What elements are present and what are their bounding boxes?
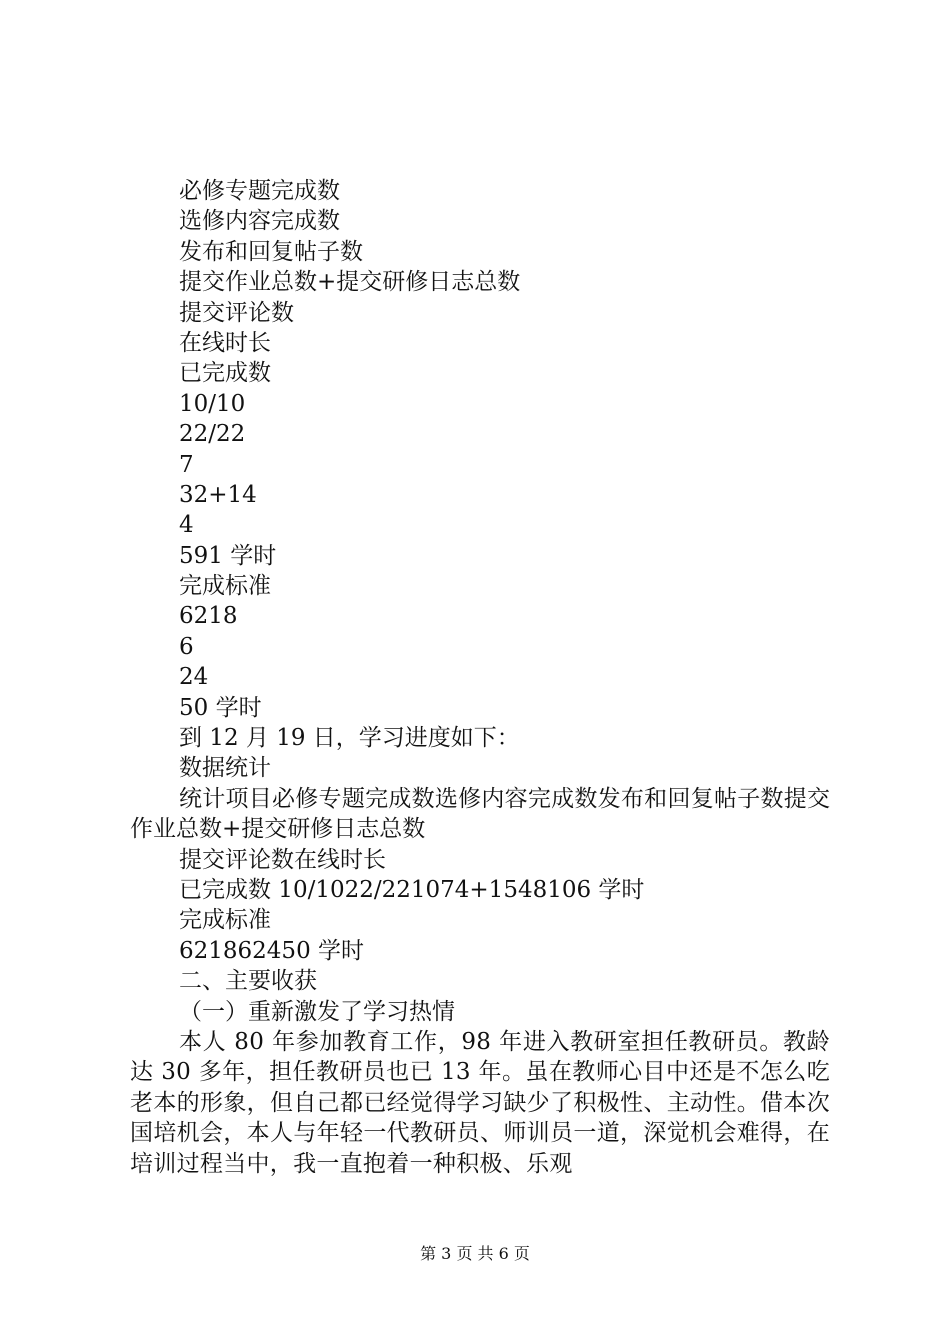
text-line: 22/22 bbox=[179, 421, 246, 448]
text-line: 选修内容完成数 bbox=[179, 208, 340, 235]
text-line: 数据统计 bbox=[179, 755, 271, 782]
text-line: 6218 bbox=[179, 603, 238, 630]
text-line: 591 学时 bbox=[179, 542, 277, 569]
section-heading: 二、主要收获 bbox=[179, 968, 317, 995]
text-line: 621862450 学时 bbox=[179, 937, 365, 964]
text-line: 已完成数 bbox=[179, 360, 271, 387]
text-line: 6 bbox=[179, 633, 194, 660]
text-line: 7 bbox=[179, 451, 194, 478]
subsection-heading: （一）重新激发了学习热情 bbox=[179, 998, 455, 1025]
text-line: 已完成数 10/1022/221074+1548106 学时 bbox=[179, 877, 645, 904]
text-line: 完成标准 bbox=[179, 573, 271, 600]
text-line: 必修专题完成数 bbox=[179, 178, 340, 204]
page-number-footer: 第 3 页 共 6 页 bbox=[420, 1244, 530, 1263]
text-line: 提交作业总数+提交研修日志总数 bbox=[179, 269, 521, 296]
text-line: 32+14 bbox=[179, 481, 257, 508]
text-line: 提交评论数在线时长 bbox=[179, 846, 386, 873]
stats-paragraph: 统计项目必修专题完成数选修内容完成数发布和回复帖子数提交作业总数+提交研修日志总数 bbox=[130, 785, 830, 843]
document-body bbox=[130, 176, 830, 1179]
text-line: 50 学时 bbox=[179, 694, 262, 721]
text-line: 4 bbox=[179, 512, 194, 539]
text-line: 10/10 bbox=[179, 390, 246, 417]
text-line: 24 bbox=[179, 664, 209, 691]
text-line: 完成标准 bbox=[179, 907, 271, 934]
body-paragraph: 本人 80 年参加教育工作，98 年进入教研室担任教研员。教龄达 30 多年，担任教研员也已 13 年。虽在教师心目中还是不怎么吃老本的形象，但自己都已经觉得学习缺少了积极性、主动性。借本次国培机会，本人与年轻一代教研员、师训员一道，深觉机会难得，在培训过程当中，我一直抱着一种积极、乐观 bbox=[130, 1028, 830, 1177]
text-line: 在线时长 bbox=[179, 329, 271, 356]
text-line: 到 12 月 19 日，学习进度如下： bbox=[179, 725, 520, 752]
text-line: 提交评论数 bbox=[179, 299, 294, 326]
text-line: 发布和回复帖子数 bbox=[179, 238, 363, 265]
